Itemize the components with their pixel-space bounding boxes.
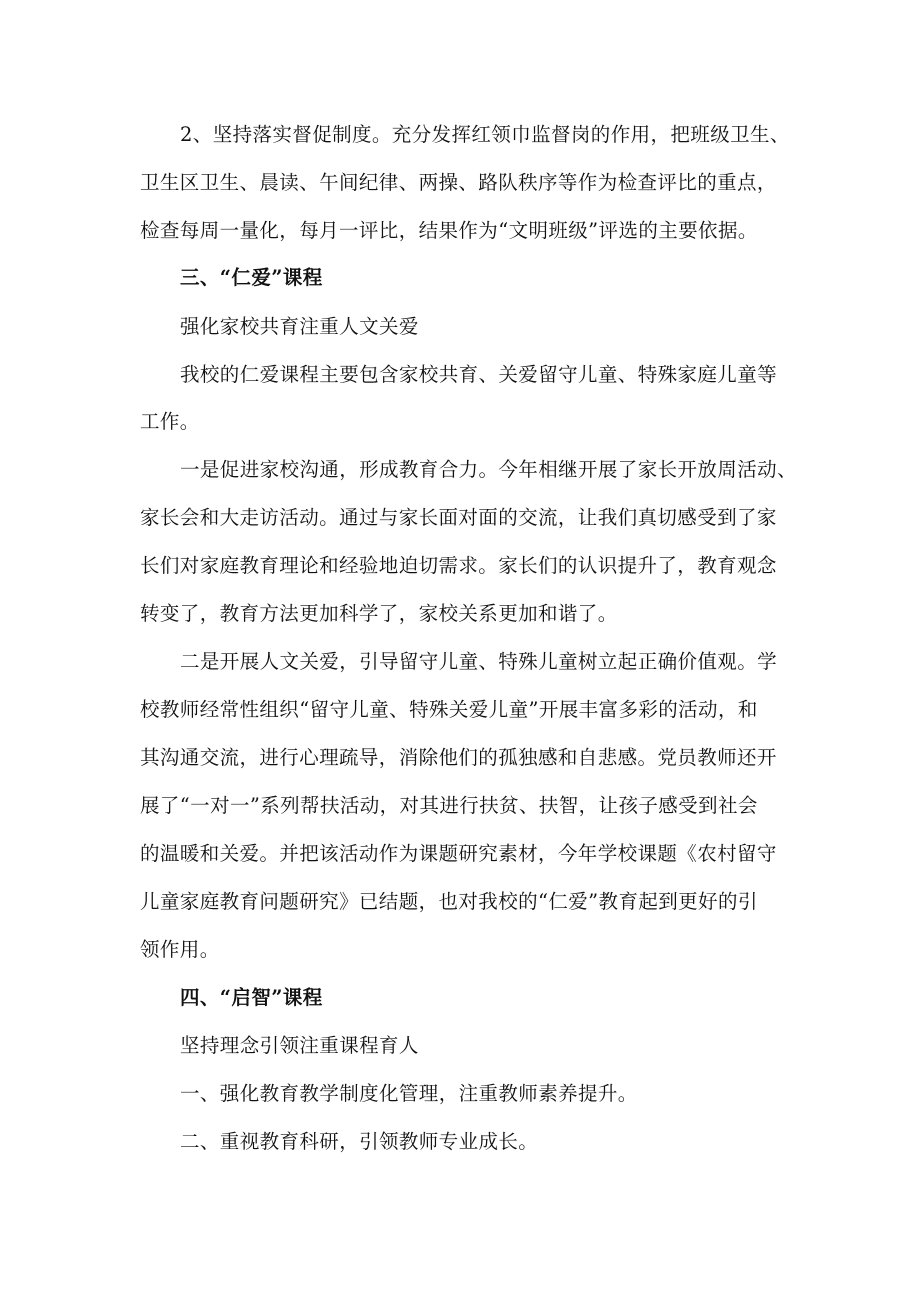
paragraph-line: 展了“一对一”系列帮扶活动，对其进行扶贫、扶智，让孩子感受到社会 — [140, 794, 758, 817]
paragraph-line: 卫生区卫生、晨读、午间纪律、两操、路队秩序等作为检查评比的重点， — [140, 171, 777, 194]
paragraph-line: 2、坚持落实督促制度。充分发挥红领巾监督岗的作用，把班级卫生、 — [180, 123, 790, 146]
paragraph-line: 儿童家庭教育问题研究》已结题，也对我校的“仁爱”教育起到更好的引 — [140, 890, 758, 913]
paragraph-line: 二、重视教育科研，引领教师专业成长。 — [180, 1130, 539, 1153]
paragraph-line: 的温暖和关爱。并把该活动作为课题研究素材，今年学校课题《农村留守 — [140, 842, 777, 865]
section-subtitle: 坚持理念引领注重课程育人 — [180, 1034, 419, 1057]
paragraph-line: 我校的仁爱课程主要包含家校共育、关爱留守儿童、特殊家庭儿童等 — [180, 363, 778, 386]
section-heading: 四、“启智”课程 — [180, 986, 323, 1009]
paragraph-line: 一是促进家校沟通，形成教育合力。今年相继开展了家长开放周活动、 — [180, 458, 797, 481]
section-subtitle: 强化家校共育注重人文关爱 — [180, 315, 419, 338]
paragraph-line: 校教师经常性组织“留守儿童、特殊关爱儿童”开展丰富多彩的活动，和 — [140, 698, 758, 721]
paragraph-line: 检查每周一量化，每月一评比，结果作为“文明班级”评选的主要依据。 — [140, 219, 758, 242]
paragraph-line: 工作。 — [140, 410, 200, 433]
paragraph-line: 其沟通交流，进行心理疏导，消除他们的孤独感和自悲感。党员教师还开 — [140, 746, 777, 769]
paragraph-line: 二是开展人文关爱，引导留守儿童、特殊儿童树立起正确价值观。学 — [180, 650, 778, 673]
paragraph-line: 一、强化教育教学制度化管理，注重教师素养提升。 — [180, 1082, 638, 1105]
section-heading: 三、“仁爱”课程 — [180, 266, 323, 289]
paragraph-line: 家长会和大走访活动。通过与家长面对面的交流，让我们真切感受到了家 — [140, 506, 777, 529]
paragraph-line: 领作用。 — [140, 938, 220, 961]
paragraph-line: 长们对家庭教育理论和经验地迫切需求。家长们的认识提升了，教育观念 — [140, 554, 777, 577]
paragraph-line: 转变了，教育方法更加科学了，家校关系更加和谐了。 — [140, 602, 618, 625]
